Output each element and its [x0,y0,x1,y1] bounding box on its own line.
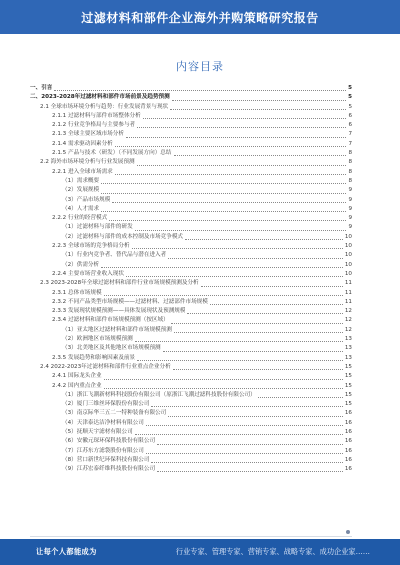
toc-page-number: 10 [344,243,352,250]
toc-leader-dots [185,239,343,240]
toc-entry[interactable] [30,186,352,195]
toc-entry-text: （2）欧洲地区市场规模预测 [62,336,133,343]
toc-page-number: 10 [344,252,352,259]
toc-page-number: 5 [348,103,352,110]
toc-leader-dots [137,165,347,166]
toc-leader-dots [172,100,346,101]
toc-leader-dots [157,471,343,472]
toc-entry[interactable] [30,279,352,288]
toc-heading: 内容目录 [176,60,224,73]
toc-entry[interactable] [30,223,352,232]
toc-page-number: 16 [344,438,352,445]
toc-entry[interactable] [30,270,352,279]
toc-page-number: 15 [344,363,352,370]
toc-entry-text: 2.3 2023-2028年全球过滤材料和部件行业市场规模预测及分析 [40,280,199,287]
toc-entry-text: 2.4.2 国内重点企业 [52,382,102,389]
toc-page-number: 9 [348,187,352,194]
toc-page-number: 12 [344,317,352,324]
toc-entry-text: 2.3.2 不同产品类型市场规模——过滤材料、过滤部件市场规模 [52,298,208,305]
toc-page-number: 15 [344,401,352,408]
toc-page-number: 6 [348,112,352,119]
toc-entry[interactable] [30,344,352,353]
toc-entry[interactable] [30,205,352,214]
toc-leader-dots [168,258,343,259]
toc-page-number: 16 [344,447,352,454]
toc-page-number: 16 [344,466,352,473]
toc-leader-dots [201,286,343,287]
toc-entry-text: （2）发展规模 [62,187,100,194]
toc-entry-text: （1）浙江飞潮新材料科技股份有限公司（原浙江飞潮过滤科技股份有限公司） [62,391,256,398]
toc-page-number: 11 [344,289,352,296]
toc-page-number: 16 [344,428,352,435]
toc-entry[interactable] [30,177,352,186]
toc-page-number: 13 [344,336,352,343]
toc-entry-text: （5）抚顺天宇滤材有限公司 [62,428,133,435]
toc-leader-dots [101,193,346,194]
toc-entry-text: 2.1.3 全球主要区域市场分析 [52,131,124,138]
toc-leader-dots [101,183,346,184]
toc-leader-dots [126,137,346,138]
toc-leader-dots [54,90,346,91]
toc-entry[interactable] [30,196,352,205]
toc-leader-dots [104,379,343,380]
toc-leader-dots [135,341,343,342]
toc-entry-text: （1）需求概要 [62,177,100,184]
toc-page-number: 9 [348,215,352,222]
toc-entry[interactable] [30,391,352,400]
footer-slogan: 让每个人都能成为 [36,547,97,556]
page-footer [0,539,400,565]
toc-entry-text: （3）南京际华三五二一特种装备有限公司 [62,410,167,417]
toc-entry[interactable] [30,400,352,409]
toc-leader-dots [101,267,343,268]
toc-leader-dots [104,388,343,389]
toc-leader-dots [109,220,346,221]
toc-entry[interactable] [30,354,352,363]
toc-leader-dots [115,146,347,147]
toc-entry-text: （9）江苏宏泰纤维科技股份有限公司 [62,466,156,473]
toc-page-number: 5 [348,85,352,91]
toc-entry-text: 一、引言 [30,85,53,91]
toc-page-number: 13 [344,354,352,361]
toc-entry-text: （3）产品市场规模 [62,196,111,203]
toc-entry-text: （2）厦门三维丝环保股份有限公司 [62,401,150,408]
toc-entry-text: （2）供需分析 [62,261,100,268]
toc-leader-dots [132,248,343,249]
page-marker-dot [346,530,350,534]
toc-page-number: 12 [344,308,352,315]
toc-entry[interactable] [30,419,352,428]
toc-entry[interactable] [30,214,352,223]
toc-entry-text: 2.3.1 总体市场规模 [52,289,102,296]
toc-leader-dots [143,118,347,119]
toc-leader-dots [101,211,346,212]
toc-page-number: 16 [344,419,352,426]
toc-page-number: 8 [348,168,352,175]
toc-page-number: 8 [348,150,352,157]
toc-entry-text: 2.4.1 国际龙头企业 [52,373,102,380]
toc-page-number: 8 [348,177,352,184]
toc-entry[interactable] [30,428,352,437]
toc-leader-dots [171,323,343,324]
toc-page-number: 15 [344,382,352,389]
toc-entry-text: 2.2.2 行业的经营模式 [52,215,108,222]
toc-entry-text: （3）北美地区及其他地区市场规模预测 [62,345,161,352]
table-of-contents [30,84,352,536]
toc-entry-text: 2.3.5 发展趋势和影响因素及前景 [52,354,136,361]
toc-entry[interactable] [30,158,352,167]
toc-page-number: 11 [344,280,352,287]
toc-leader-dots [137,127,346,128]
toc-leader-dots [173,369,343,370]
toc-page-number: 11 [344,298,352,305]
toc-entry[interactable] [30,326,352,335]
toc-entry[interactable] [30,168,352,177]
toc-entry[interactable] [30,251,352,260]
toc-page-number: 9 [348,224,352,231]
toc-leader-dots [258,397,343,398]
toc-page-number: 13 [344,345,352,352]
toc-entry[interactable] [30,307,352,316]
toc-entry[interactable] [30,372,352,381]
toc-page-number: 5 [348,94,352,101]
toc-page-number: 6 [348,122,352,129]
bottom-divider [30,536,352,537]
toc-page-number: 10 [344,270,352,277]
toc-entry[interactable] [30,121,352,130]
toc-entry[interactable] [30,409,352,418]
toc-page-number: 10 [344,233,352,240]
toc-entry-text: 二、2023-2028年过滤材料和部件市场前景及趋势预测 [30,94,170,101]
toc-leader-dots [137,360,343,361]
toc-entry-text: （1）亚太地区过滤材料和部件市场规模预测 [62,326,172,333]
toc-page-number: 10 [344,261,352,268]
toc-entry[interactable] [30,84,352,93]
toc-entry[interactable] [30,289,352,298]
toc-leader-dots [126,276,343,277]
toc-leader-dots [104,295,343,296]
toc-entry[interactable] [30,456,352,465]
toc-entry-text: （8）营口新世纪环保科技有限公司 [62,456,150,463]
toc-leader-dots [210,304,343,305]
toc-entry[interactable] [30,298,352,307]
toc-page-number: 7 [348,140,352,147]
toc-leader-dots [174,155,347,156]
toc-entry-text: 2.4 2022-2023年过滤材料和部件行业重点企业分析 [40,363,171,370]
toc-entry[interactable] [30,382,352,391]
toc-entry-text: 2.2.3 全球市场的竞争格局分析 [52,243,130,250]
toc-entry[interactable] [30,112,352,121]
toc-leader-dots [187,313,342,314]
toc-leader-dots [157,444,343,445]
toc-leader-dots [135,434,343,435]
toc-entry[interactable] [30,140,352,149]
toc-entry[interactable] [30,149,352,158]
toc-leader-dots [151,406,342,407]
toc-leader-dots [112,202,346,203]
report-title: 过滤材料和部件企业海外并购策略研究报告 [81,10,319,25]
toc-entry[interactable] [30,261,352,270]
toc-entry-text: 2.2.1 进入全球市场需求 [52,168,113,175]
toc-leader-dots [146,425,343,426]
toc-entry-text: （2）过滤材料与部件的成本控制及市场竞争模式 [62,233,184,240]
toc-entry-text: 2.1.2 行业竞争格局与主要参与者 [52,122,136,129]
toc-entry[interactable] [30,447,352,456]
toc-entry-text: 2.2 海外市场环境分析与行业发展预测 [40,159,135,166]
toc-entry-text: 2.1 全球市场环境分析与趋势：行业发展背景与现状 [40,103,169,110]
report-header [0,0,400,34]
toc-entry-text: （4）天津泰达洁净材料有限公司 [62,419,144,426]
toc-page-number: 16 [344,456,352,463]
toc-entry[interactable] [30,335,352,344]
toc-entry[interactable] [30,363,352,372]
toc-page-number: 9 [348,196,352,203]
toc-leader-dots [174,332,343,333]
toc-entry-text: 2.2.4 主要市场营业收入现状 [52,270,124,277]
toc-entry[interactable] [30,242,352,251]
toc-entry-text: 2.1.4 需求驱动因素分析 [52,140,113,147]
toc-entry[interactable] [30,316,352,325]
toc-entry[interactable] [30,233,352,242]
footer-tagline: 行业专家、管理专家、营销专家、战略专家、成功企业家…… [175,547,370,556]
toc-leader-dots [146,453,343,454]
toc-entry-text: （1）过滤材料与部件的研发 [62,224,133,231]
toc-page-number: 15 [344,373,352,380]
toc-entry[interactable] [30,93,352,102]
toc-entry-text: 2.3.3 发展现状规模预测——具体发展现状及预测规模 [52,308,186,315]
toc-entry[interactable] [30,103,352,112]
toc-entry[interactable] [30,437,352,446]
toc-page-number: 12 [344,326,352,333]
toc-entry-text: （1）行业内竞争者、替代品与潜在进入者 [62,252,167,259]
toc-entry[interactable] [30,465,352,474]
toc-leader-dots [170,109,346,110]
toc-entry-text: （7）江苏东方滤袋股份有限公司 [62,447,144,454]
toc-page-number: 9 [348,205,352,212]
toc-leader-dots [163,351,343,352]
toc-entry-text: 2.1.5 产品与技术（研发）（不同发展方向）总结 [52,150,172,157]
toc-page-number: 16 [344,410,352,417]
toc-entry-text: 2.1.1 过滤材料与部件市场整体分析 [52,112,141,119]
toc-entry-text: （4）人才需求 [62,205,100,212]
toc-page-number: 8 [348,159,352,166]
toc-page-number: 15 [344,391,352,398]
toc-entry[interactable] [30,130,352,139]
toc-entry-text: 2.3.4 过滤材料和部件市场规模预测（按区域） [52,317,169,324]
toc-leader-dots [115,174,347,175]
toc-leader-dots [168,416,343,417]
toc-leader-dots [151,462,342,463]
toc-entry-text: （6）安徽元琛环保科技股份有限公司 [62,438,156,445]
toc-page-number: 7 [348,131,352,138]
toc-leader-dots [135,230,347,231]
